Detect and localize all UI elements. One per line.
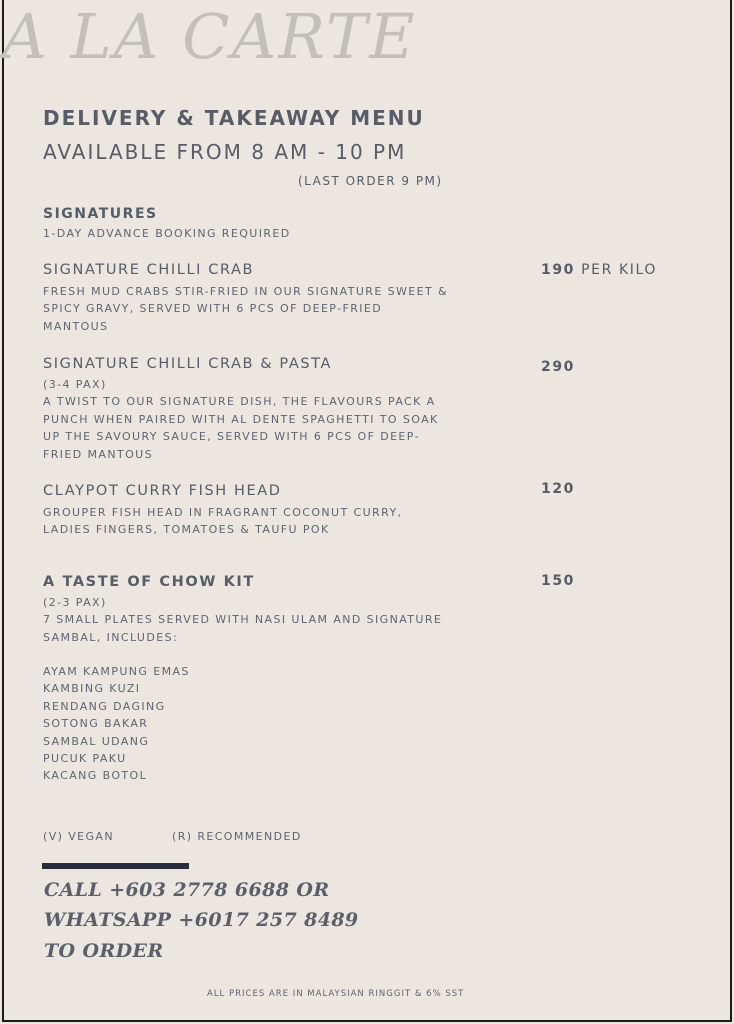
- item-name-chilli-crab-pasta: SIGNATURE CHILLI CRAB & PASTA: [43, 356, 333, 372]
- item-desc-chilli-crab: [43, 283, 448, 335]
- desc-line: A TWIST TO OUR SIGNATURE DISH, THE FLAVOURS PACK A: [43, 395, 436, 409]
- item-name-chow-kit: A TASTE OF CHOW KIT: [43, 574, 255, 590]
- desc-line: SAMBAL, INCLUDES:: [43, 630, 179, 644]
- list-item: SAMBAL UDANG: [43, 734, 150, 748]
- desc-line: FRIED MANTOUS: [43, 447, 153, 461]
- cta-call-line[interactable]: CALL +603 2778 6688 OR: [44, 879, 330, 901]
- section-title: SIGNATURES: [43, 206, 158, 222]
- cta-whatsapp-line[interactable]: WHATSAPP +6017 257 8489: [44, 909, 359, 931]
- list-item: AYAM KAMPUNG EMAS: [43, 665, 190, 678]
- item-desc-fish-head: [43, 504, 402, 539]
- list-item: KAMBING KUZI: [43, 682, 141, 696]
- chow-kit-includes-list: [43, 663, 190, 785]
- item-price-chilli-crab: [541, 262, 657, 278]
- a-la-carte-title: A LA CARTE: [2, 0, 417, 73]
- item-price-chilli-crab-pasta: 290: [541, 359, 576, 375]
- item-price-fish-head: 120: [541, 481, 576, 497]
- booking-note: 1-DAY ADVANCE BOOKING REQUIRED: [43, 227, 291, 240]
- list-item: KACANG BOTOL: [43, 769, 148, 783]
- desc-line: GROUPER FISH HEAD IN FRAGRANT COCONUT CURRY,: [43, 506, 403, 519]
- availability-hours: AVAILABLE FROM 8 AM - 10 PM: [43, 140, 407, 164]
- divider-bar: [42, 863, 189, 869]
- legend-vegan: (V) VEGAN: [43, 830, 114, 843]
- price-value: 190: [541, 262, 576, 278]
- item-name-chilli-crab: SIGNATURE CHILLI CRAB: [43, 262, 255, 278]
- desc-line: LADIES FINGERS, TOMATOES & TAUFU POK: [43, 523, 330, 537]
- item-pax: (3-4 PAX): [43, 378, 107, 391]
- desc-line: 7 SMALL PLATES SERVED WITH NASI ULAM AND SIGNATURE: [43, 613, 443, 627]
- legend-recommended: (R) RECOMMENDED: [172, 830, 302, 843]
- item-name-fish-head: CLAYPOT CURRY FISH HEAD: [43, 483, 282, 499]
- desc-line: SPICY GRAVY, SERVED WITH 6 PCS OF DEEP-FRIED: [43, 302, 383, 316]
- item-price-chow-kit: 150: [541, 573, 576, 589]
- desc-line: UP THE SAVOURY SAUCE, SERVED WITH 6 PCS OF DEEP-: [43, 430, 420, 444]
- desc-line: MANTOUS: [43, 319, 109, 333]
- list-item: RENDANG DAGING: [43, 699, 166, 713]
- item-pax: (2-3 PAX): [43, 596, 107, 609]
- item-desc-chow-kit: [43, 594, 442, 646]
- item-desc-chilli-crab-pasta: [43, 376, 439, 463]
- cta-to-order-line: TO ORDER: [44, 940, 164, 962]
- list-item: SOTONG BAKAR: [43, 717, 149, 731]
- prices-footnote: ALL PRICES ARE IN MALAYSIAN RINGGIT & 6% SST: [207, 989, 465, 999]
- last-order-note: (LAST ORDER 9 PM): [298, 174, 443, 188]
- desc-line: PUNCH WHEN PAIRED WITH AL DENTE SPAGHETTI TO SOAK: [43, 412, 439, 426]
- menu-title: DELIVERY & TAKEAWAY MENU: [43, 106, 425, 130]
- list-item: PUCUK PAKU: [43, 752, 127, 766]
- desc-line: FRESH MUD CRABS STIR-FRIED IN OUR SIGNATURE SWEET &: [43, 285, 448, 298]
- price-unit: PER KILO: [575, 262, 657, 278]
